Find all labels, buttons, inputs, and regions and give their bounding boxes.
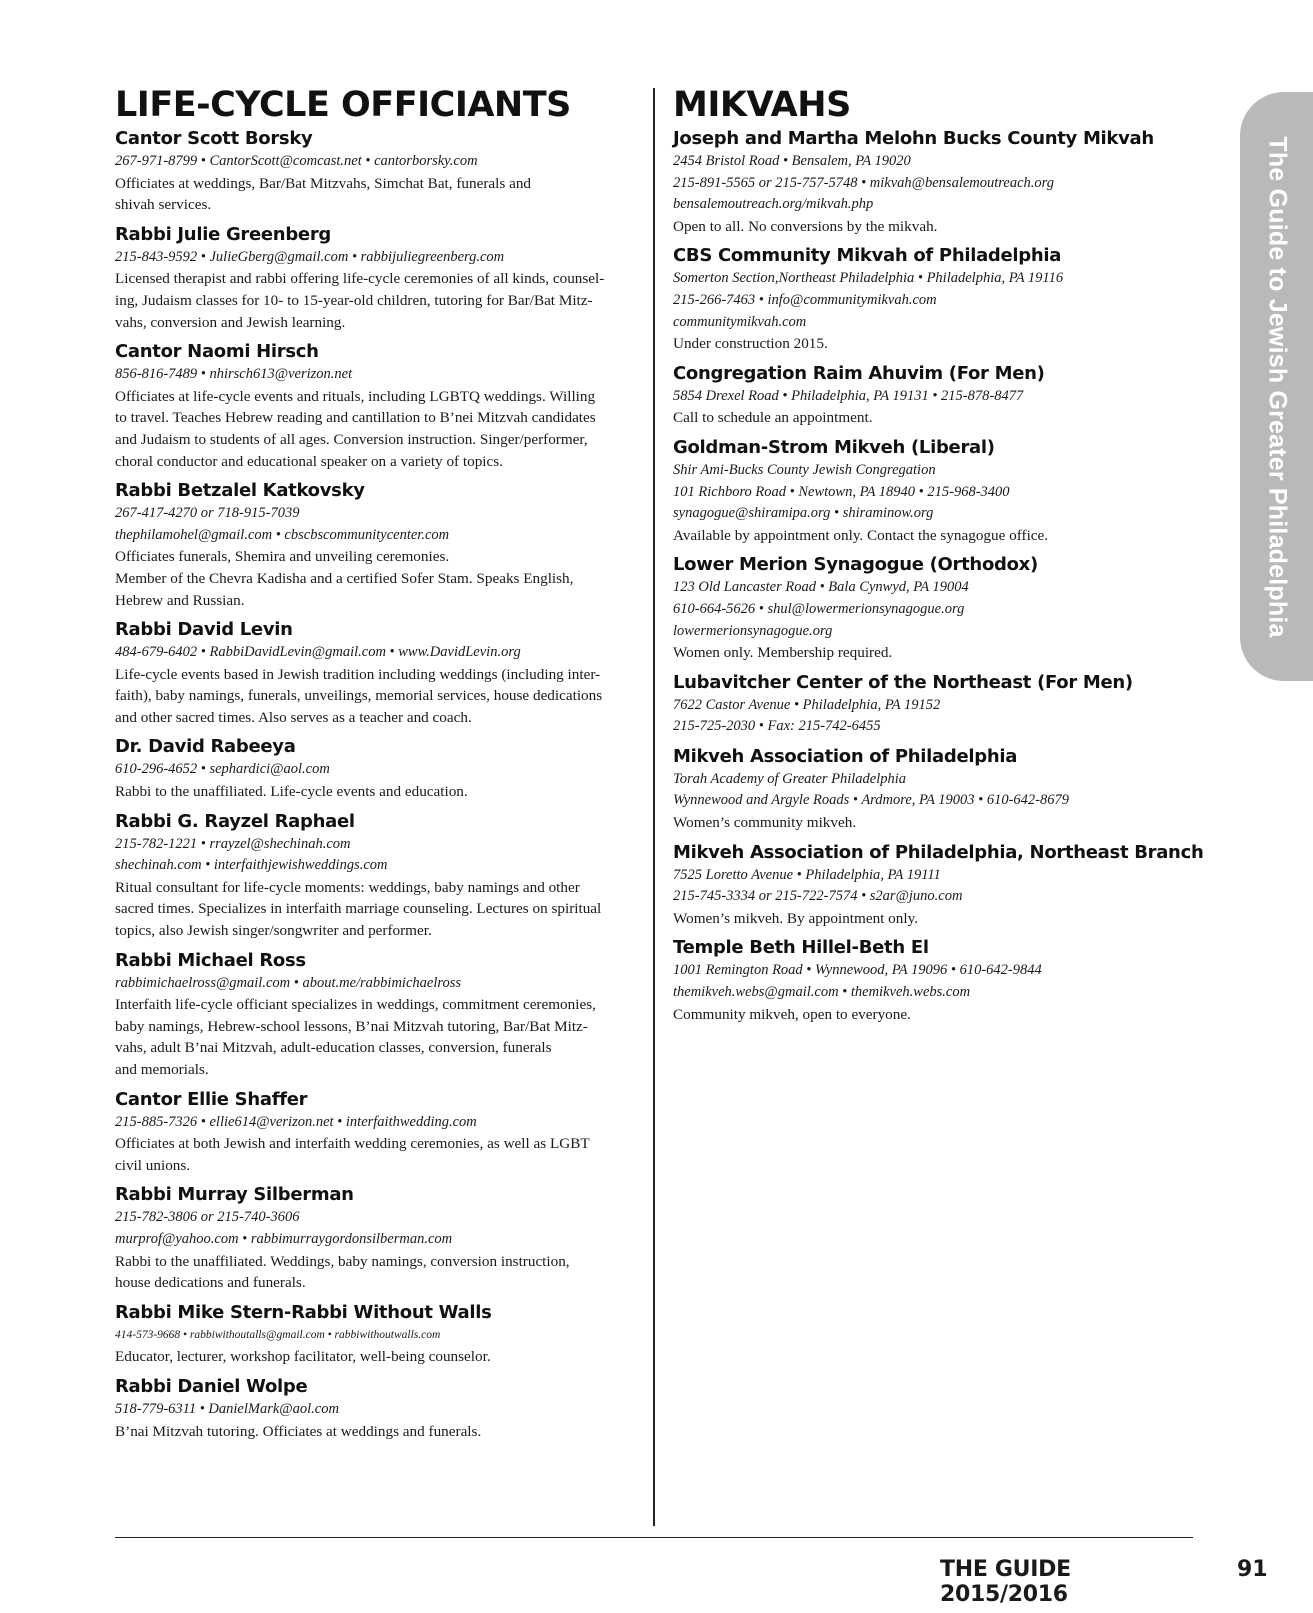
officiants-title: LIFE-CYCLE OFFICIANTS: [115, 85, 571, 125]
entry-contact-line: 215-745-3334 or 215-722-7574 • s2ar@juno.com: [673, 888, 963, 905]
directory-entry: [673, 935, 1213, 1025]
mikvahs-list: [673, 126, 1213, 1025]
directory-entry: [115, 734, 635, 802]
entry-contact-line: communitymikvah.com: [673, 313, 807, 330]
entry-description-line: Women’s mikveh. By appointment only.: [673, 909, 918, 927]
entry-contact-line: 101 Richboro Road • Newtown, PA 18940 • 215-968-3400: [673, 483, 1010, 500]
directory-entry: [115, 1300, 635, 1368]
footer-rule: [115, 1537, 1193, 1538]
entry-description-line: Educator, lecturer, workshop facilitator, well-being counselor.: [115, 1348, 491, 1366]
entry-name: Rabbi Murray Silberman: [115, 1184, 354, 1206]
entry-contact-line: 1001 Remington Road • Wynnewood, PA 19096 • 610-642-9844: [673, 962, 1042, 979]
directory-entry: [673, 243, 1213, 354]
entry-contact-line: 7622 Castor Avenue • Philadelphia, PA 19152: [673, 696, 941, 713]
entry-description-line: to travel. Teaches Hebrew reading and cantillation to B’nei Mitzvah candidates: [115, 409, 596, 427]
entry-description-line: Life-cycle events based in Jewish tradition including weddings (including inter-: [115, 665, 601, 683]
entry-name: Mikveh Association of Philadelphia, Northeast Branch: [673, 841, 1204, 863]
directory-entry: [115, 617, 635, 728]
directory-entry: [115, 1374, 635, 1442]
entry-description-line: civil unions.: [115, 1156, 191, 1174]
entry-description-line: Officiates at both Jewish and interfaith wedding ceremonies, as well as LGBT: [115, 1135, 590, 1153]
entry-contact-line: 610-296-4652 • sephardici@aol.com: [115, 761, 330, 778]
entry-contact-line: 215-782-1221 • rrayzel@shechinah.com: [115, 835, 351, 852]
entry-contact-line: thephilamohel@gmail.com • cbscbscommunitycenter.com: [115, 526, 450, 543]
entry-description-line: and Judaism to students of all ages. Conversion instruction. Singer/performer,: [115, 430, 588, 448]
entry-description-line: Officiates at life-cycle events and rituals, including LGBTQ weddings. Willing: [115, 387, 596, 405]
entry-contact-line: 215-885-7326 • ellie614@verizon.net • interfaithwedding.com: [115, 1113, 477, 1130]
mikvahs-title: MIKVAHS: [673, 85, 851, 125]
entry-name: Cantor Ellie Shaffer: [115, 1088, 308, 1110]
directory-entry: [673, 361, 1213, 429]
entry-contact-line: 215-725-2030 • Fax: 215-742-6455: [673, 718, 881, 735]
entry-description-line: topics, also Jewish singer/songwriter and performer.: [115, 922, 432, 940]
entry-name: Temple Beth Hillel-Beth El: [673, 937, 929, 959]
entry-description-line: B’nai Mitzvah tutoring. Officiates at weddings and funerals.: [115, 1422, 482, 1440]
entry-description-line: shivah services.: [115, 196, 212, 214]
entry-description-line: choral conductor and educational speaker on a variety of topics.: [115, 452, 503, 470]
entry-name: Rabbi Mike Stern-Rabbi Without Walls: [115, 1301, 492, 1323]
entry-name: Rabbi David Levin: [115, 619, 293, 641]
entry-description-line: Rabbi to the unaffiliated. Life-cycle events and education.: [115, 783, 468, 801]
mikvahs-section: [673, 86, 1213, 1031]
entry-name: Rabbi Betzalel Katkovsky: [115, 480, 365, 502]
directory-entry: [673, 126, 1213, 237]
side-tab-text: The Guide to Jewish Greater Philadelphia: [1263, 135, 1291, 638]
entry-contact-line: 267-417-4270 or 718-915-7039: [115, 505, 300, 522]
footer-title: THE GUIDE 2015/2016: [940, 1557, 1071, 1607]
entry-description-line: Open to all. No conversions by the mikvah.: [673, 217, 938, 235]
entry-description-line: Officiates at weddings, Bar/Bat Mitzvahs, Simchat Bat, funerals and: [115, 174, 532, 192]
entry-contact-line: 518-779-6311 • DanielMark@aol.com: [115, 1400, 339, 1417]
entry-description-line: house dedications and funerals.: [115, 1274, 306, 1292]
entry-name: Goldman-Strom Mikveh (Liberal): [673, 436, 995, 458]
entry-name: Rabbi Michael Ross: [115, 949, 306, 971]
entry-contact-line: Wynnewood and Argyle Roads • Ardmore, PA 19003 • 610-642-8679: [673, 792, 1069, 809]
entry-description-line: Women’s community mikveh.: [673, 814, 857, 832]
directory-entry: [115, 339, 635, 472]
directory-entry: [115, 948, 635, 1081]
directory-entry: [115, 126, 635, 216]
entry-contact-line: 7525 Loretto Avenue • Philadelphia, PA 19111: [673, 866, 941, 883]
directory-entry: [673, 552, 1213, 663]
entry-contact-line: 856-816-7489 • nhirsch613@verizon.net: [115, 366, 353, 383]
entry-description-line: Officiates funerals, Shemira and unveiling ceremonies.: [115, 548, 450, 566]
directory-entry: [673, 840, 1213, 930]
officiants-list: [115, 126, 635, 1442]
entry-name: Lubavitcher Center of the Northeast (For Men): [673, 671, 1133, 693]
directory-entry: [115, 222, 635, 333]
entry-contact-line: 215-843-9592 • JulieGberg@gmail.com • rabbijuliegreenberg.com: [115, 248, 505, 265]
entry-description-line: Member of the Chevra Kadisha and a certified Sofer Stam. Speaks English,: [115, 569, 574, 587]
entry-description-line: Rabbi to the unaffiliated. Weddings, baby namings, conversion instruction,: [115, 1252, 570, 1270]
entry-name: Lower Merion Synagogue (Orthodox): [673, 554, 1038, 576]
entry-description-line: Hebrew and Russian.: [115, 591, 245, 609]
directory-entry: [115, 1182, 635, 1293]
directory-entry: [673, 670, 1213, 738]
entry-name: Joseph and Martha Melohn Bucks County Mikvah: [673, 128, 1154, 149]
entry-name: Dr. David Rabeeya: [115, 736, 296, 758]
entry-contact-line: synagogue@shiramipa.org • shiraminow.org: [673, 505, 934, 522]
page-number: 91: [1237, 1557, 1268, 1582]
entry-contact-line: 610-664-5626 • shul@lowermerionsynagogue.org: [673, 600, 965, 617]
entry-contact-line: lowermerionsynagogue.org: [673, 622, 833, 639]
entry-contact-line: 215-891-5565 or 215-757-5748 • mikvah@bensalemoutreach.org: [673, 174, 1054, 191]
entry-contact-line: 414-573-9668 • rabbiwithoutalls@gmail.com • rabbiwithoutwalls.com: [115, 1328, 441, 1341]
entry-contact-line: bensalemoutreach.org/mikvah.php: [673, 196, 874, 213]
entry-description-line: Interfaith life-cycle officiant specializes in weddings, commitment ceremonies,: [115, 996, 596, 1014]
entry-description-line: vahs, adult B’nai Mitzvah, adult-education classes, conversion, funerals: [115, 1039, 552, 1057]
entry-contact-line: 123 Old Lancaster Road • Bala Cynwyd, PA 19004: [673, 579, 969, 596]
entry-contact-line: Shir Ami-Bucks County Jewish Congregation: [673, 461, 936, 478]
entry-description-line: Ritual consultant for life-cycle moments: weddings, baby namings and other: [115, 878, 580, 896]
entry-contact-line: shechinah.com • interfaithjewishweddings.com: [115, 857, 388, 874]
entry-description-line: ing, Judaism classes for 10- to 15-year-old children, tutoring for Bar/Bat Mitz-: [115, 291, 593, 309]
column-divider: [653, 88, 655, 1526]
entry-contact-line: Torah Academy of Greater Philadelphia: [673, 770, 907, 787]
entry-description-line: sacred times. Specializes in interfaith marriage counseling. Lectures on spiritual: [115, 900, 602, 918]
entry-name: Congregation Raim Ahuvim (For Men): [673, 362, 1045, 384]
entry-contact-line: rabbimichaelross@gmail.com • about.me/rabbimichaelross: [115, 974, 461, 991]
directory-entry: [115, 478, 635, 611]
entry-contact-line: 215-266-7463 • info@communitymikvah.com: [673, 291, 937, 308]
entry-contact-line: Somerton Section,Northeast Philadelphia • Philadelphia, PA 19116: [673, 270, 1064, 287]
entry-description-line: and other sacred times. Also serves as a teacher and coach.: [115, 708, 472, 726]
entry-contact-line: themikveh.webs@gmail.com • themikveh.webs.com: [673, 984, 971, 1001]
entry-name: Rabbi Julie Greenberg: [115, 223, 331, 245]
entry-name: Mikveh Association of Philadelphia: [673, 745, 1018, 767]
entry-contact-line: 215-782-3806 or 215-740-3606: [115, 1209, 300, 1226]
officiants-section: [115, 86, 635, 1448]
entry-description-line: Community mikveh, open to everyone.: [673, 1005, 911, 1023]
entry-name: CBS Community Mikvah of Philadelphia: [673, 245, 1062, 267]
entry-contact-line: 2454 Bristol Road • Bensalem, PA 19020: [673, 153, 911, 169]
entry-description-line: Under construction 2015.: [673, 335, 828, 353]
entry-description-line: baby namings, Hebrew-school lessons, B’nai Mitzvah tutoring, Bar/Bat Mitz-: [115, 1017, 588, 1035]
entry-description-line: and memorials.: [115, 1061, 209, 1078]
entry-name: Cantor Naomi Hirsch: [115, 341, 319, 363]
entry-name: Rabbi G. Rayzel Raphael: [115, 810, 355, 832]
entry-description-line: vahs, conversion and Jewish learning.: [115, 313, 346, 331]
entry-contact-line: 267-971-8799 • CantorScott@comcast.net • cantorborsky.com: [115, 153, 478, 169]
side-tab: [1240, 92, 1313, 681]
entry-description-line: Available by appointment only. Contact the synagogue office.: [673, 526, 1049, 544]
entry-description-line: Licensed therapist and rabbi offering life-cycle ceremonies of all kinds, counsel-: [115, 270, 605, 288]
directory-entry: [673, 744, 1213, 834]
directory-entry: [115, 1087, 635, 1177]
entry-name: Rabbi Daniel Wolpe: [115, 1375, 308, 1397]
directory-entry: [115, 809, 635, 942]
entry-description-line: Women only. Membership required.: [673, 644, 893, 662]
entry-description-line: Call to schedule an appointment.: [673, 409, 873, 427]
entry-contact-line: 5854 Drexel Road • Philadelphia, PA 19131 • 215-878-8477: [673, 387, 1024, 404]
entry-contact-line: murprof@yahoo.com • rabbimurraygordonsilberman.com: [115, 1230, 453, 1247]
entry-name: Cantor Scott Borsky: [115, 128, 313, 149]
entry-description-line: faith), baby namings, funerals, unveilings, memorial services, house dedications: [115, 687, 603, 705]
directory-entry: [673, 435, 1213, 546]
entry-contact-line: 484-679-6402 • RabbiDavidLevin@gmail.com • www.DavidLevin.org: [115, 644, 521, 661]
